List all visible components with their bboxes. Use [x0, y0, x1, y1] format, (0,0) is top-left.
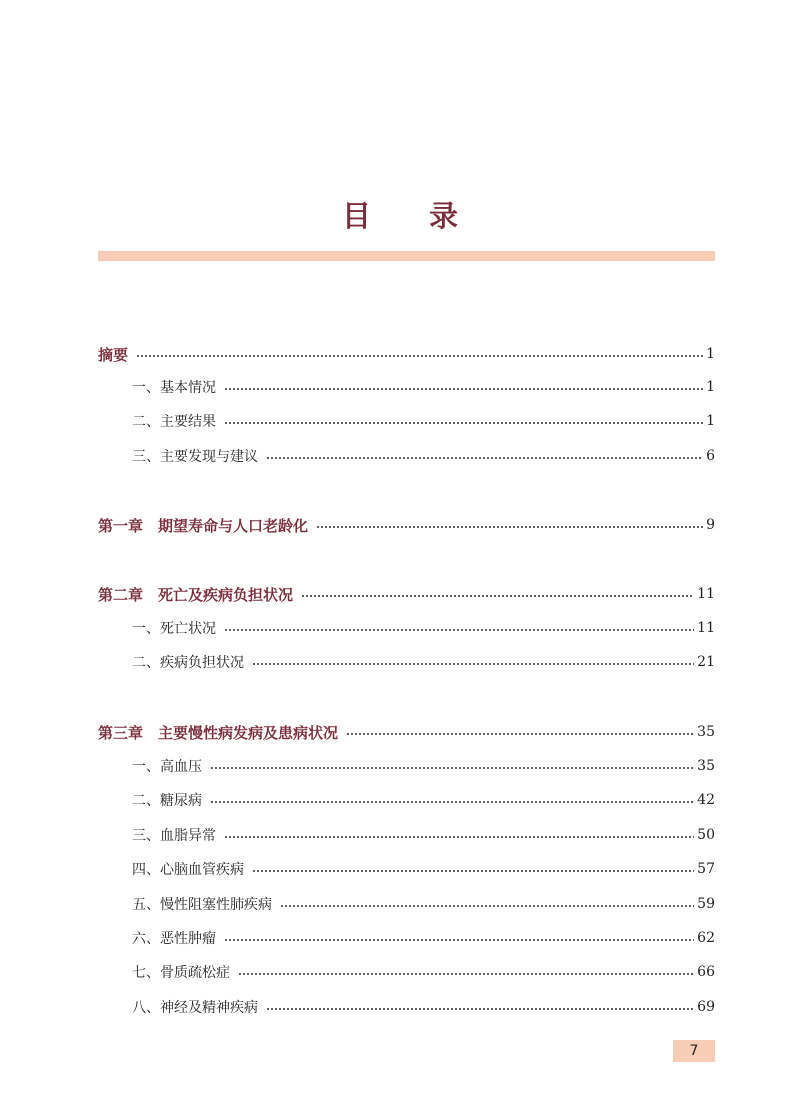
toc-entry[interactable]	[98, 581, 715, 607]
toc-entry-page: 59	[697, 896, 715, 912]
toc-entry[interactable]	[98, 787, 715, 813]
toc-entry-label: 第二章 死亡及疾病负担状况	[98, 585, 294, 604]
page-number-badge: 7	[673, 1040, 715, 1062]
toc-entry-page: 6	[706, 448, 715, 464]
toc-leader-dots	[224, 422, 703, 424]
toc-leader-dots	[266, 1008, 694, 1010]
toc-entry-label: 四、心脑血管疾病	[132, 862, 244, 878]
toc-entry[interactable]	[98, 856, 715, 882]
toc-entry[interactable]	[98, 753, 715, 779]
toc-leader-dots	[210, 767, 694, 769]
toc-entry-label: 二、疾病负担状况	[132, 655, 244, 671]
toc-entry[interactable]	[98, 341, 715, 367]
toc-entry-page: 69	[697, 999, 715, 1015]
toc-entry-label: 第三章 主要慢性病发病及患病状况	[98, 723, 339, 742]
toc-entry-label: 二、糖尿病	[132, 793, 202, 809]
toc-entry-page: 66	[697, 964, 715, 980]
toc-leader-dots	[136, 355, 703, 357]
title-underline-bar	[98, 251, 715, 261]
toc-leader-dots	[252, 870, 694, 872]
toc-leader-dots	[224, 939, 694, 941]
toc-entry[interactable]	[98, 649, 715, 675]
toc-leader-dots	[224, 388, 703, 390]
toc-entry[interactable]	[98, 719, 715, 745]
toc-entry-label: 摘要	[98, 345, 129, 364]
toc-entry-label: 三、主要发现与建议	[132, 449, 258, 465]
toc-entry-page: 21	[697, 654, 715, 670]
toc-entry[interactable]	[98, 994, 715, 1020]
toc-entry[interactable]	[98, 408, 715, 434]
toc-leader-dots	[224, 629, 694, 631]
toc-leader-dots	[224, 836, 694, 838]
toc-entry[interactable]	[98, 443, 715, 469]
toc-entry-label: 二、主要结果	[132, 414, 216, 430]
toc-leader-dots	[346, 733, 694, 735]
toc-entry-page: 11	[697, 620, 715, 636]
toc-entry-label: 三、血脂异常	[132, 828, 216, 844]
toc-entry-page: 9	[706, 517, 715, 533]
toc-entry[interactable]	[98, 615, 715, 641]
toc-entry-page: 50	[697, 827, 715, 843]
toc-entry-page: 57	[697, 861, 715, 877]
toc-entry[interactable]	[98, 822, 715, 848]
toc-entry[interactable]	[98, 512, 715, 538]
toc-entry[interactable]	[98, 959, 715, 985]
toc-entry-label: 六、恶性肿瘤	[132, 931, 216, 947]
toc-leader-dots	[238, 973, 694, 975]
toc-entry[interactable]	[98, 374, 715, 400]
toc-entry-label: 第一章 期望寿命与人口老龄化	[98, 516, 309, 535]
toc-entry-label: 一、高血压	[132, 759, 202, 775]
toc-leader-dots	[280, 905, 694, 907]
toc-entry[interactable]	[98, 925, 715, 951]
toc-entry-page: 1	[706, 413, 715, 429]
toc-leader-dots	[252, 663, 694, 665]
toc-entry-page: 42	[697, 792, 715, 808]
toc-entry[interactable]	[98, 891, 715, 917]
toc-entry-page: 1	[706, 346, 715, 362]
toc-entry-page: 35	[697, 758, 715, 774]
toc-entry-label: 八、神经及精神疾病	[132, 1000, 258, 1016]
toc-entry-page: 1	[706, 379, 715, 395]
toc-entry-page: 11	[697, 586, 715, 602]
toc-leader-dots	[266, 457, 703, 459]
toc-leader-dots	[210, 801, 694, 803]
toc-leader-dots	[316, 526, 703, 528]
page-title: 目录	[341, 199, 516, 233]
toc-entry-label: 一、基本情况	[132, 380, 216, 396]
toc-entry-label: 七、骨质疏松症	[132, 965, 230, 981]
toc-entry-label: 五、慢性阻塞性肺疾病	[132, 897, 272, 913]
toc-entry-page: 62	[697, 930, 715, 946]
toc-entry-page: 35	[697, 724, 715, 740]
toc-leader-dots	[301, 595, 694, 597]
toc-entry-label: 一、死亡状况	[132, 621, 216, 637]
